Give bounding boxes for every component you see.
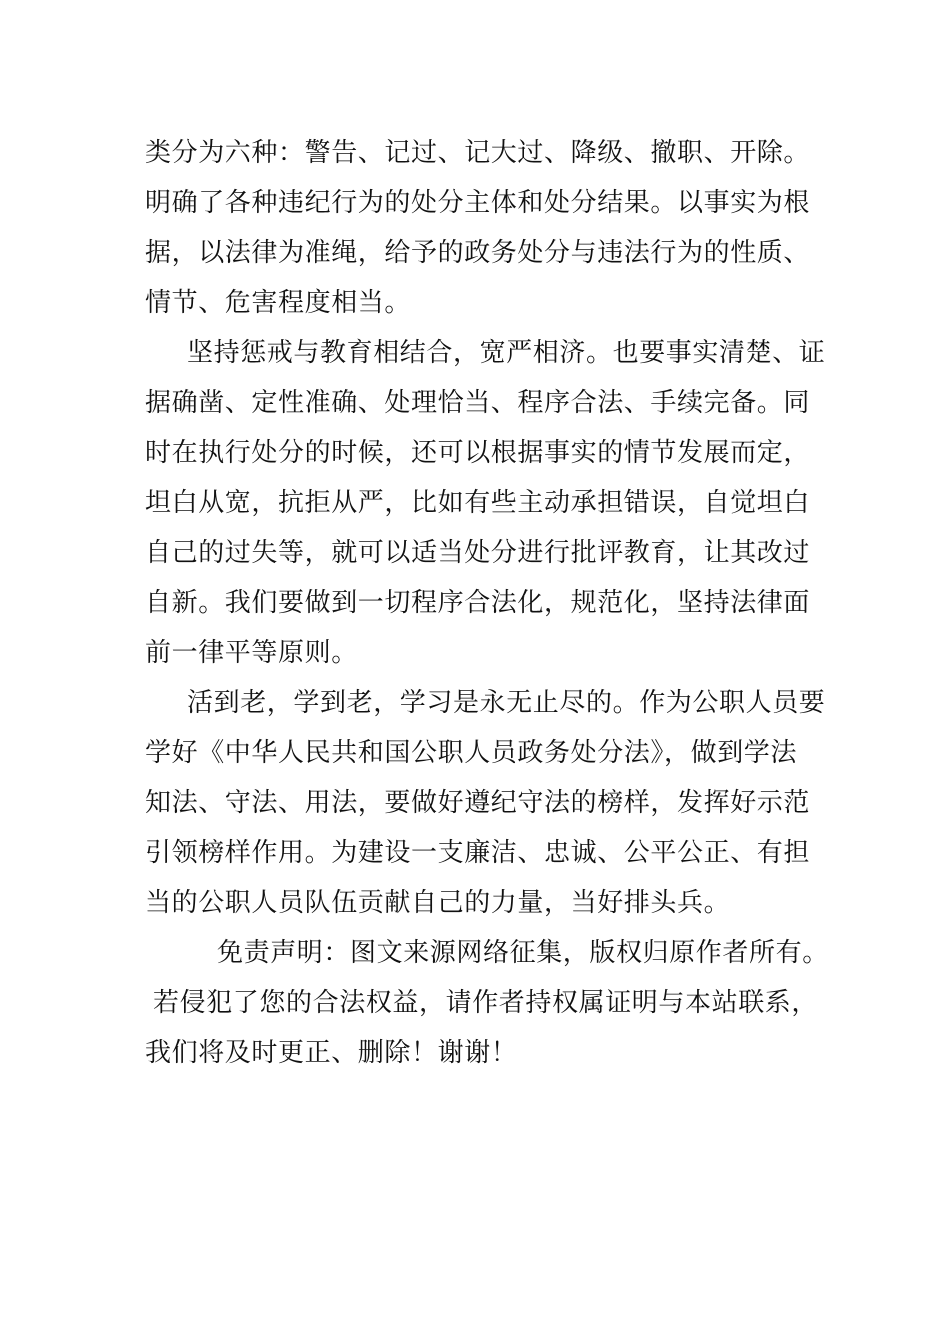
- paragraph-line: 知法、守法、用法，要做好遵纪守法的榜样，发挥好示范: [145, 788, 811, 818]
- paragraph-line: 自新。我们要做到一切程序合法化，规范化，坚持法律面: [145, 588, 811, 618]
- paragraph-line: 前一律平等原则。: [145, 638, 358, 668]
- paragraph-3: [145, 678, 826, 928]
- paragraph-line: 明确了各种违纪行为的处分主体和处分结果。以事实为根: [145, 188, 811, 218]
- paragraph-line: 据确凿、定性准确、处理恰当、程序合法、手续完备。同: [145, 388, 811, 418]
- disclaimer-line: 免责声明：图文来源网络征集，版权归原作者所有。: [217, 938, 829, 968]
- paragraph-line: 自己的过失等，就可以适当处分进行批评教育，让其改过: [145, 538, 811, 568]
- disclaimer: [145, 928, 829, 1078]
- paragraph-line: 引领榜样作用。为建设一支廉洁、忠诚、公平公正、有担: [145, 838, 811, 868]
- paragraph-line: 当的公职人员队伍贡献自己的力量，当好排头兵。: [145, 888, 731, 918]
- paragraph-line: 类分为六种：警告、记过、记大过、降级、撤职、开除。: [145, 138, 811, 168]
- disclaimer-line: 若侵犯了您的合法权益，请作者持权属证明与本站联系，: [153, 988, 819, 1018]
- paragraph-2: [145, 328, 826, 678]
- paragraph-line: 据，以法律为准绳，给予的政务处分与违法行为的性质、: [145, 238, 811, 268]
- paragraph-line: 学好《中华人民共和国公职人员政务处分法》，做到学法: [145, 738, 798, 768]
- paragraph-line: 坦白从宽，抗拒从严，比如有些主动承担错误，自觉坦白: [145, 488, 811, 518]
- document-body: [145, 128, 829, 1078]
- disclaimer-line: 我们将及时更正、删除！谢谢！: [145, 1038, 518, 1068]
- paragraph-line: 活到老，学到老，学习是永无止尽的。作为公职人员要: [187, 688, 826, 718]
- paragraph-1: [145, 128, 815, 328]
- paragraph-line: 坚持惩戒与教育相结合，宽严相济。也要事实清楚、证: [187, 338, 826, 368]
- paragraph-line: 时在执行处分的时候，还可以根据事实的情节发展而定，: [145, 438, 811, 468]
- paragraph-line: 情节、危害程度相当。: [145, 288, 412, 318]
